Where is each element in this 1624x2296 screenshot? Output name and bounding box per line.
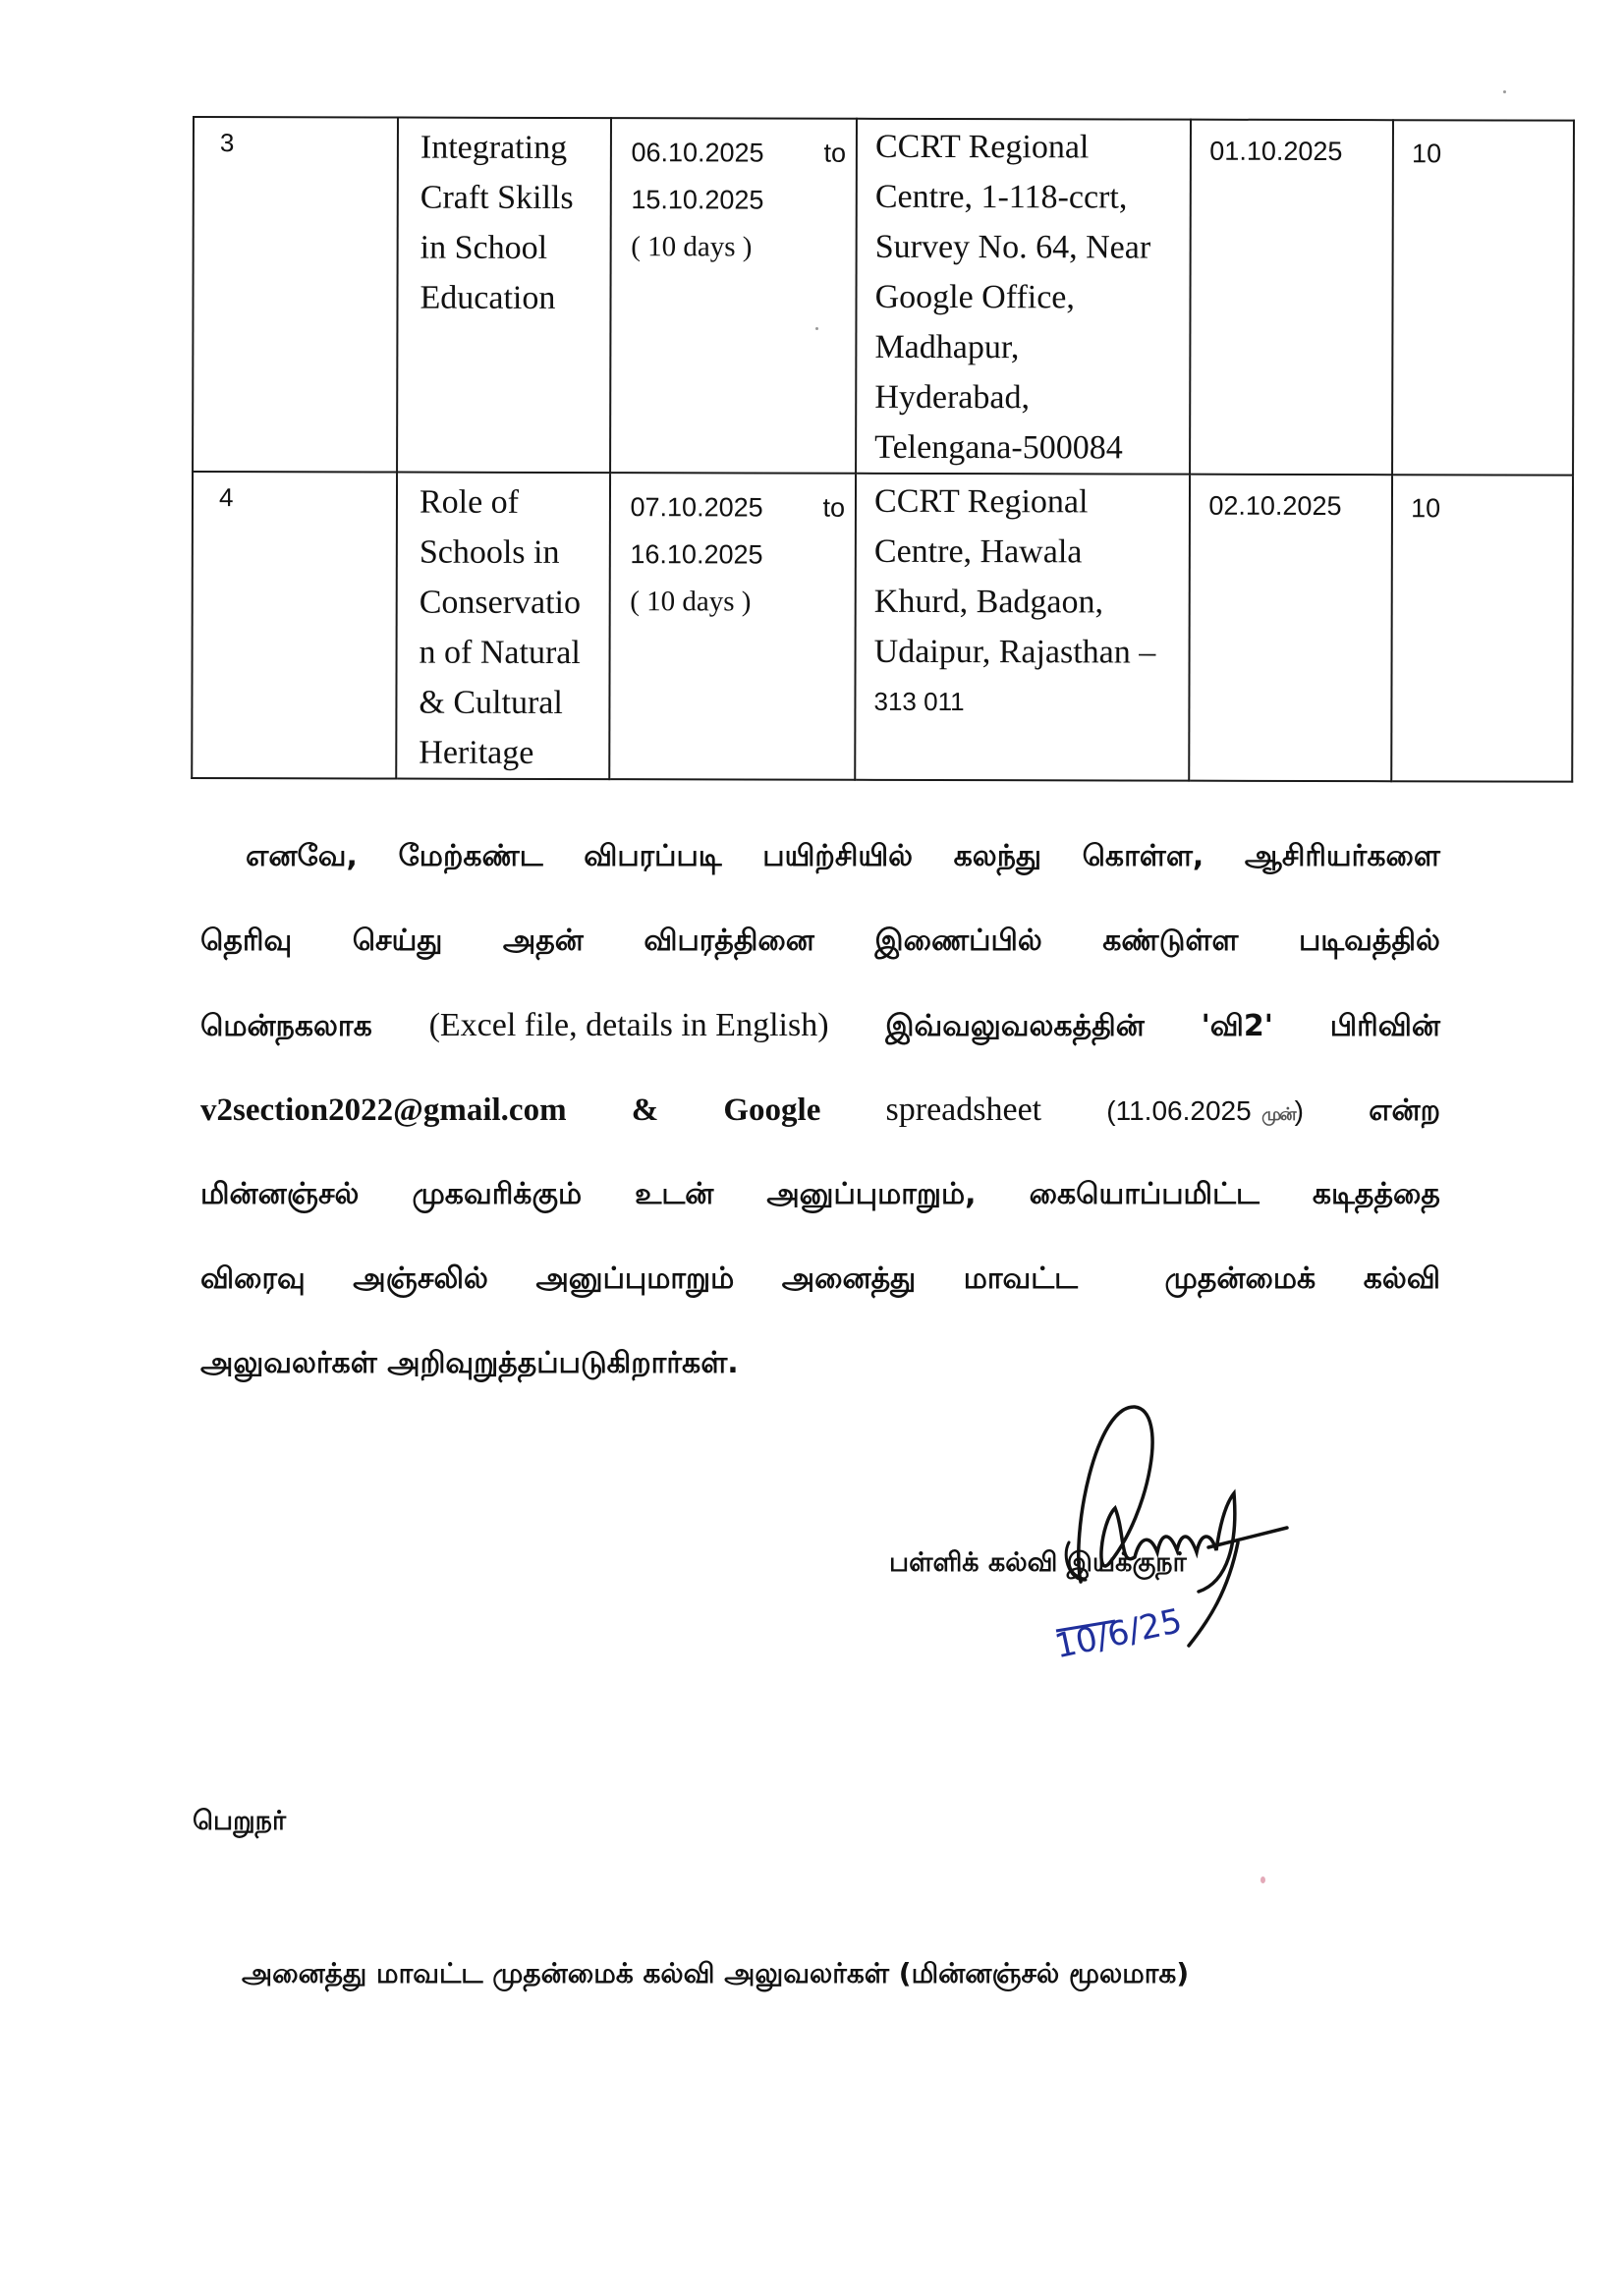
programme-title-cell xyxy=(397,118,610,474)
word: கண்டுள்ள xyxy=(1102,924,1239,958)
venue-line: CCRT Regional xyxy=(874,482,1089,521)
venue-line: CCRT Regional xyxy=(874,128,1090,166)
serial-number-cell xyxy=(193,117,398,473)
word: கொள்ள, xyxy=(1082,839,1204,873)
word: அலுவலர்கள் அறிவுறுத்தப்படுகிறார்கள். xyxy=(200,1346,739,1380)
file-format-note: (Excel file, details in English) xyxy=(428,1007,829,1043)
title-line-text: in School xyxy=(420,229,548,266)
deadline-date: (11.06.2025 xyxy=(1106,1095,1252,1126)
word: செய்து xyxy=(352,924,443,958)
programme-title-cell xyxy=(396,473,609,780)
word: மேற்கண்ட xyxy=(398,839,543,873)
word: இணைப்பில் xyxy=(874,924,1042,958)
programme-title xyxy=(397,474,608,779)
seats-cell xyxy=(1391,475,1573,781)
title-line: Education xyxy=(420,279,556,316)
venue-line: Centre, 1-118-ccrt, xyxy=(874,178,1128,216)
word: மென்நகலாக xyxy=(200,1009,372,1043)
word: கையொப்பமிட்ட xyxy=(1029,1177,1260,1211)
title-line: Role of xyxy=(419,483,520,521)
end-date: 15.10.2025 xyxy=(631,185,764,215)
scan-speck xyxy=(815,327,818,330)
word: படிவத்தில் xyxy=(1298,924,1440,958)
programme-title xyxy=(398,119,609,324)
seats-cell xyxy=(1392,120,1574,475)
serial-number: 3 xyxy=(219,128,235,158)
venue-line: Khurd, Badgaon, xyxy=(873,583,1104,621)
title-line: & Cultural xyxy=(419,684,563,721)
title-line: Heritage xyxy=(419,734,534,771)
word: உடன் xyxy=(635,1177,714,1211)
word: கடிதத்தை xyxy=(1312,1177,1440,1211)
paragraph-line xyxy=(200,1165,1440,1250)
handwritten-date xyxy=(1046,1587,1194,1675)
dates-cell xyxy=(609,473,856,780)
recipient-text: அனைத்து மாவட்ட முதன்மைக் கல்வி அலுவலர்கள் (மின்னஞ்சல் மூலமாக) xyxy=(242,1957,1190,1989)
duration: ( 10 days ) xyxy=(630,586,752,618)
title-line: n of Natural xyxy=(419,634,581,672)
paragraph-line xyxy=(200,1081,1440,1165)
paragraph-line xyxy=(200,1250,1440,1334)
word: அஞ்சலில் xyxy=(353,1261,488,1296)
ampersand: & xyxy=(631,1092,659,1128)
seat-count: 10 xyxy=(1411,493,1441,524)
serial-number: 4 xyxy=(218,482,234,513)
word: கல்வி xyxy=(1363,1261,1440,1296)
word: பயிற்சியில் xyxy=(762,839,914,873)
dates-cell xyxy=(610,118,857,474)
word: பிரிவின் xyxy=(1329,1009,1440,1043)
word: இவ்வலுவலகத்தின் xyxy=(885,1009,1145,1043)
title-line: Craft Skills xyxy=(420,179,574,217)
word: முதன்மைக் xyxy=(1164,1261,1316,1296)
to-word: to xyxy=(823,138,847,168)
instruction-paragraph xyxy=(200,827,1440,1419)
venue-cell xyxy=(856,119,1191,475)
word: முகவரிக்கும் xyxy=(412,1177,583,1211)
email-address-link[interactable]: v2section2022@gmail.com xyxy=(200,1092,567,1128)
deadline-close: ) xyxy=(1294,1095,1304,1126)
venue-line: Centre, Hawala xyxy=(873,532,1083,571)
end-date: 16.10.2025 xyxy=(630,539,763,570)
word: மின்னஞ்சல் xyxy=(200,1177,360,1211)
signatory-designation: பள்ளிக் கல்வி இயக்குநர் xyxy=(889,1547,1187,1578)
start-date: 07.10.2025 xyxy=(630,492,763,523)
handwritten-date-text: 10/6/25 xyxy=(1051,1600,1186,1667)
serial-number-cell xyxy=(192,472,397,779)
venue-line: Telengana-500084 xyxy=(874,428,1123,467)
venue-line: 313 011 xyxy=(873,686,965,717)
word: அதன் xyxy=(502,924,584,958)
section-name: 'வி2' xyxy=(1201,1009,1273,1043)
venue-cell xyxy=(855,474,1190,781)
scan-speck xyxy=(1260,1876,1265,1883)
title-line: Conservatio xyxy=(419,584,582,622)
venue-line: Udaipur, Rajasthan – xyxy=(873,633,1156,671)
scan-speck xyxy=(1503,90,1506,93)
duration: ( 10 days ) xyxy=(631,231,753,263)
last-date: 01.10.2025 xyxy=(1209,136,1343,167)
venue-line: Madhapur, xyxy=(874,328,1020,366)
word: அனுப்புமாறும் xyxy=(535,1261,735,1296)
venue-line: Google Office, xyxy=(874,278,1075,316)
word: அனுப்புமாறும், xyxy=(766,1177,977,1211)
table-row xyxy=(192,472,1573,782)
word: தெரிவு xyxy=(200,924,293,958)
deadline-word: முன் xyxy=(1261,1104,1295,1125)
word: விபரப்படி xyxy=(584,839,722,873)
word: விபரத்தினை xyxy=(644,924,814,958)
google-label: Google xyxy=(723,1092,821,1128)
seat-count: 10 xyxy=(1412,139,1442,169)
word: விரைவு xyxy=(200,1261,306,1296)
spreadsheet-label: spreadsheet xyxy=(885,1092,1042,1128)
table-row xyxy=(193,117,1574,476)
venue-address xyxy=(856,475,1189,728)
title-line: Schools in xyxy=(419,533,560,571)
start-date: 06.10.2025 xyxy=(631,138,764,168)
paragraph-line xyxy=(200,912,1440,996)
training-schedule-table xyxy=(191,116,1575,783)
last-date-cell xyxy=(1190,120,1393,476)
paragraph-line xyxy=(200,827,1440,912)
to-word: to xyxy=(822,492,846,523)
title-line xyxy=(420,223,600,273)
word: மாவட்ட xyxy=(963,1261,1078,1296)
last-date-cell xyxy=(1190,475,1393,782)
word: அனைத்து xyxy=(781,1261,917,1296)
venue-line: Survey No. 64, Near xyxy=(874,228,1151,266)
deadline xyxy=(1106,1082,1304,1145)
venue-line: Hyderabad, xyxy=(874,378,1031,417)
word: எனவே, xyxy=(246,839,358,873)
word: என்ற xyxy=(1369,1093,1440,1128)
paragraph-line xyxy=(200,996,1440,1081)
recipient-label: பெறுநர் xyxy=(193,1806,287,1836)
venue-address xyxy=(857,120,1190,474)
word: கலந்து xyxy=(953,839,1041,873)
last-date: 02.10.2025 xyxy=(1208,490,1342,522)
title-line: Integrating xyxy=(420,129,568,166)
word: ஆசிரியர்களை xyxy=(1244,839,1440,873)
